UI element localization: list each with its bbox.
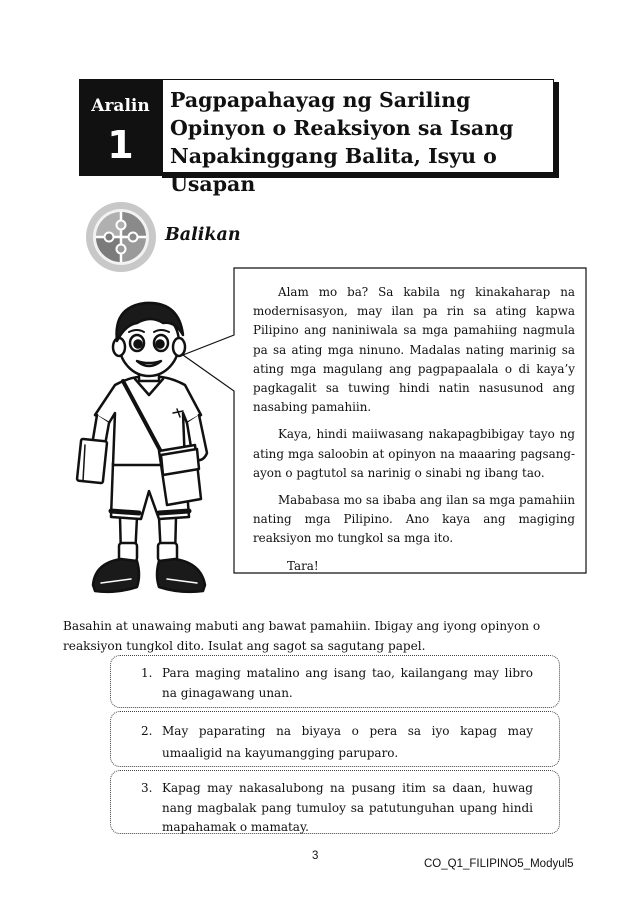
item-number: 2. bbox=[141, 724, 153, 738]
module-code: CO_Q1_FILIPINO5_Modyul5 bbox=[424, 858, 574, 870]
item-number: 1. bbox=[141, 666, 153, 680]
puzzle-icon bbox=[85, 201, 157, 273]
lesson-number: 1 bbox=[107, 123, 134, 167]
list-item bbox=[110, 711, 560, 767]
lesson-badge bbox=[79, 79, 162, 176]
bubble-paragraph: Alam mo ba? Sa kabila ng kinakaharap na modernisasyon, may ilan pa rin sa ating kapwa Pilipino ang naniniwala sa mga pamahiing nagmula pa sa ating mga ninuno. Madalas nating marinig sa ating mga magulang ang pagpapaalala o di kaya’y pagkagalit sa tuwing hindi natin nasusunod ang nasabing pamahiin. bbox=[253, 285, 575, 415]
item-text: Kapag may nakasalubong na pusang itim sa daan, huwag nang magbalak pang tumuloy sa patutunguhan upang hindi mapahamak o mamatay. bbox=[162, 781, 533, 834]
list-item bbox=[110, 655, 560, 708]
bubble-paragraph: Kaya, hindi maiiwasang nakapagbibigay tayo ng ating mga saloobin at opinyon na maaaring pagsang-ayon o pagtutol sa narinig o sinabi ng ibang tao. bbox=[253, 427, 575, 480]
lesson-title: Pagpapahayag ng Sariling Opinyon o Reaksiyon sa Isang Napakinggang Balita, Isyu o Usapan bbox=[170, 88, 514, 196]
bubble-closing: Tara! bbox=[287, 558, 319, 573]
instruction-text: Basahin at unawaing mabuti ang bawat pamahiin. Ibigay ang iyong opinyon o reaksiyon tungkol dito. Isulat ang sagot sa sagutang papel. bbox=[63, 619, 541, 653]
item-number: 3. bbox=[141, 781, 153, 795]
list-item bbox=[110, 770, 560, 834]
speech-bubble-text bbox=[253, 283, 575, 576]
item-text: Para maging matalino ang isang tao, kailangang may libro na ginagawang unan. bbox=[162, 666, 533, 700]
title-box bbox=[162, 79, 554, 196]
bubble-paragraph: Mababasa mo sa ibaba ang ilan sa mga pamahiin nating mga Pilipino. Ano kaya ang magiging reaksiyon mo tungkol sa mga ito. bbox=[253, 493, 575, 546]
page-number: 3 bbox=[312, 850, 319, 862]
lesson-label: Aralin bbox=[91, 96, 150, 116]
section-heading: Balikan bbox=[165, 225, 241, 245]
item-text: May paparating na biyaya o pera sa iyo kapag may umaaligid na kayumangging paruparo. bbox=[162, 724, 533, 760]
